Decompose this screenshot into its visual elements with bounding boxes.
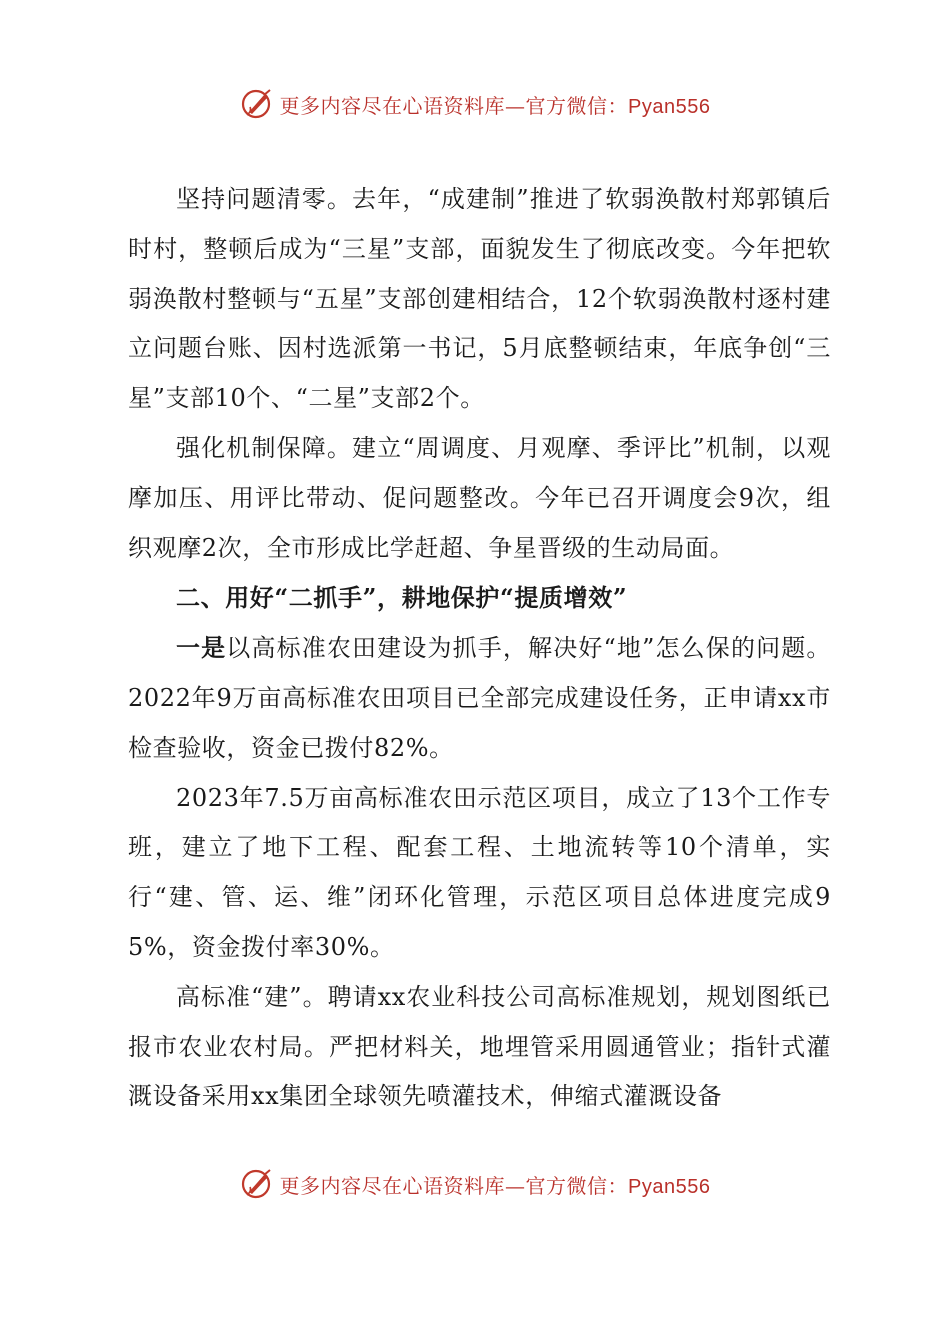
- watermark-separator: —: [505, 93, 526, 118]
- paragraph-lead: 一是: [176, 633, 227, 663]
- paragraph-text: 以高标准农田建设为抓手，解决好“地”怎么保的问题。2022年9万亩高标准农田项目已全部完成建设任务，正申请xx市检查验收，资金已拨付82%。: [128, 634, 831, 762]
- document-body: [128, 175, 831, 1122]
- quill-logo-icon: [240, 87, 274, 121]
- watermark-text: [280, 1170, 711, 1199]
- paragraph: [128, 623, 831, 773]
- watermark-banner-top: [0, 84, 950, 124]
- paragraph: 高标准“建”。聘请xx农业科技公司高标准规划，规划图纸已报市农业农村局。严把材料关，地埋管采用圆通管业；指针式灌溉设备采用xx集团全球领先喷灌技术，伸缩式灌溉设备: [128, 982, 831, 1111]
- watermark-wechat-label: 官方微信：: [525, 1173, 629, 1198]
- watermark-wechat-id: Pyan556: [628, 95, 711, 118]
- paragraph: 坚持问题清零。去年，“成建制”推进了软弱涣散村郑郭镇后时村，整顿后成为“三星”支部，面貌发生了彻底改变。今年把软弱涣散村整顿与“五星”支部创建相结合，12个软弱涣散村逐村建立问题台账、因村选派第一书记，5月底整顿结束，年底争创“三星”支部10个、“二星”支部2个。: [128, 185, 831, 413]
- paragraph: 2023年7.5万亩高标准农田示范区项目，成立了13个工作专班，建立了地下工程、配套工程、土地流转等10个清单，实行“建、管、运、维”闭环化管理，示范区项目总体进度完成95%，资金拨付率30%。: [128, 783, 831, 961]
- watermark-text: [280, 90, 711, 119]
- watermark-name: 更多内容尽在心语资料库: [279, 93, 506, 118]
- paragraph: 强化机制保障。建立“周调度、月观摩、季评比”机制，以观摩加压、用评比带动、促问题整改。今年已召开调度会9次，组织观摩2次，全市形成比学赶超、争星晋级的生动局面。: [128, 433, 831, 562]
- section-heading: 二、用好“二抓手”，耕地保护“提质增效”: [176, 583, 628, 613]
- watermark-wechat-label: 官方微信：: [525, 93, 629, 118]
- watermark-banner-bottom: [0, 1164, 950, 1204]
- quill-logo-icon: [240, 1167, 274, 1201]
- watermark-name: 更多内容尽在心语资料库: [279, 1173, 506, 1198]
- watermark-separator: —: [505, 1173, 526, 1198]
- watermark-wechat-id: Pyan556: [628, 1175, 711, 1198]
